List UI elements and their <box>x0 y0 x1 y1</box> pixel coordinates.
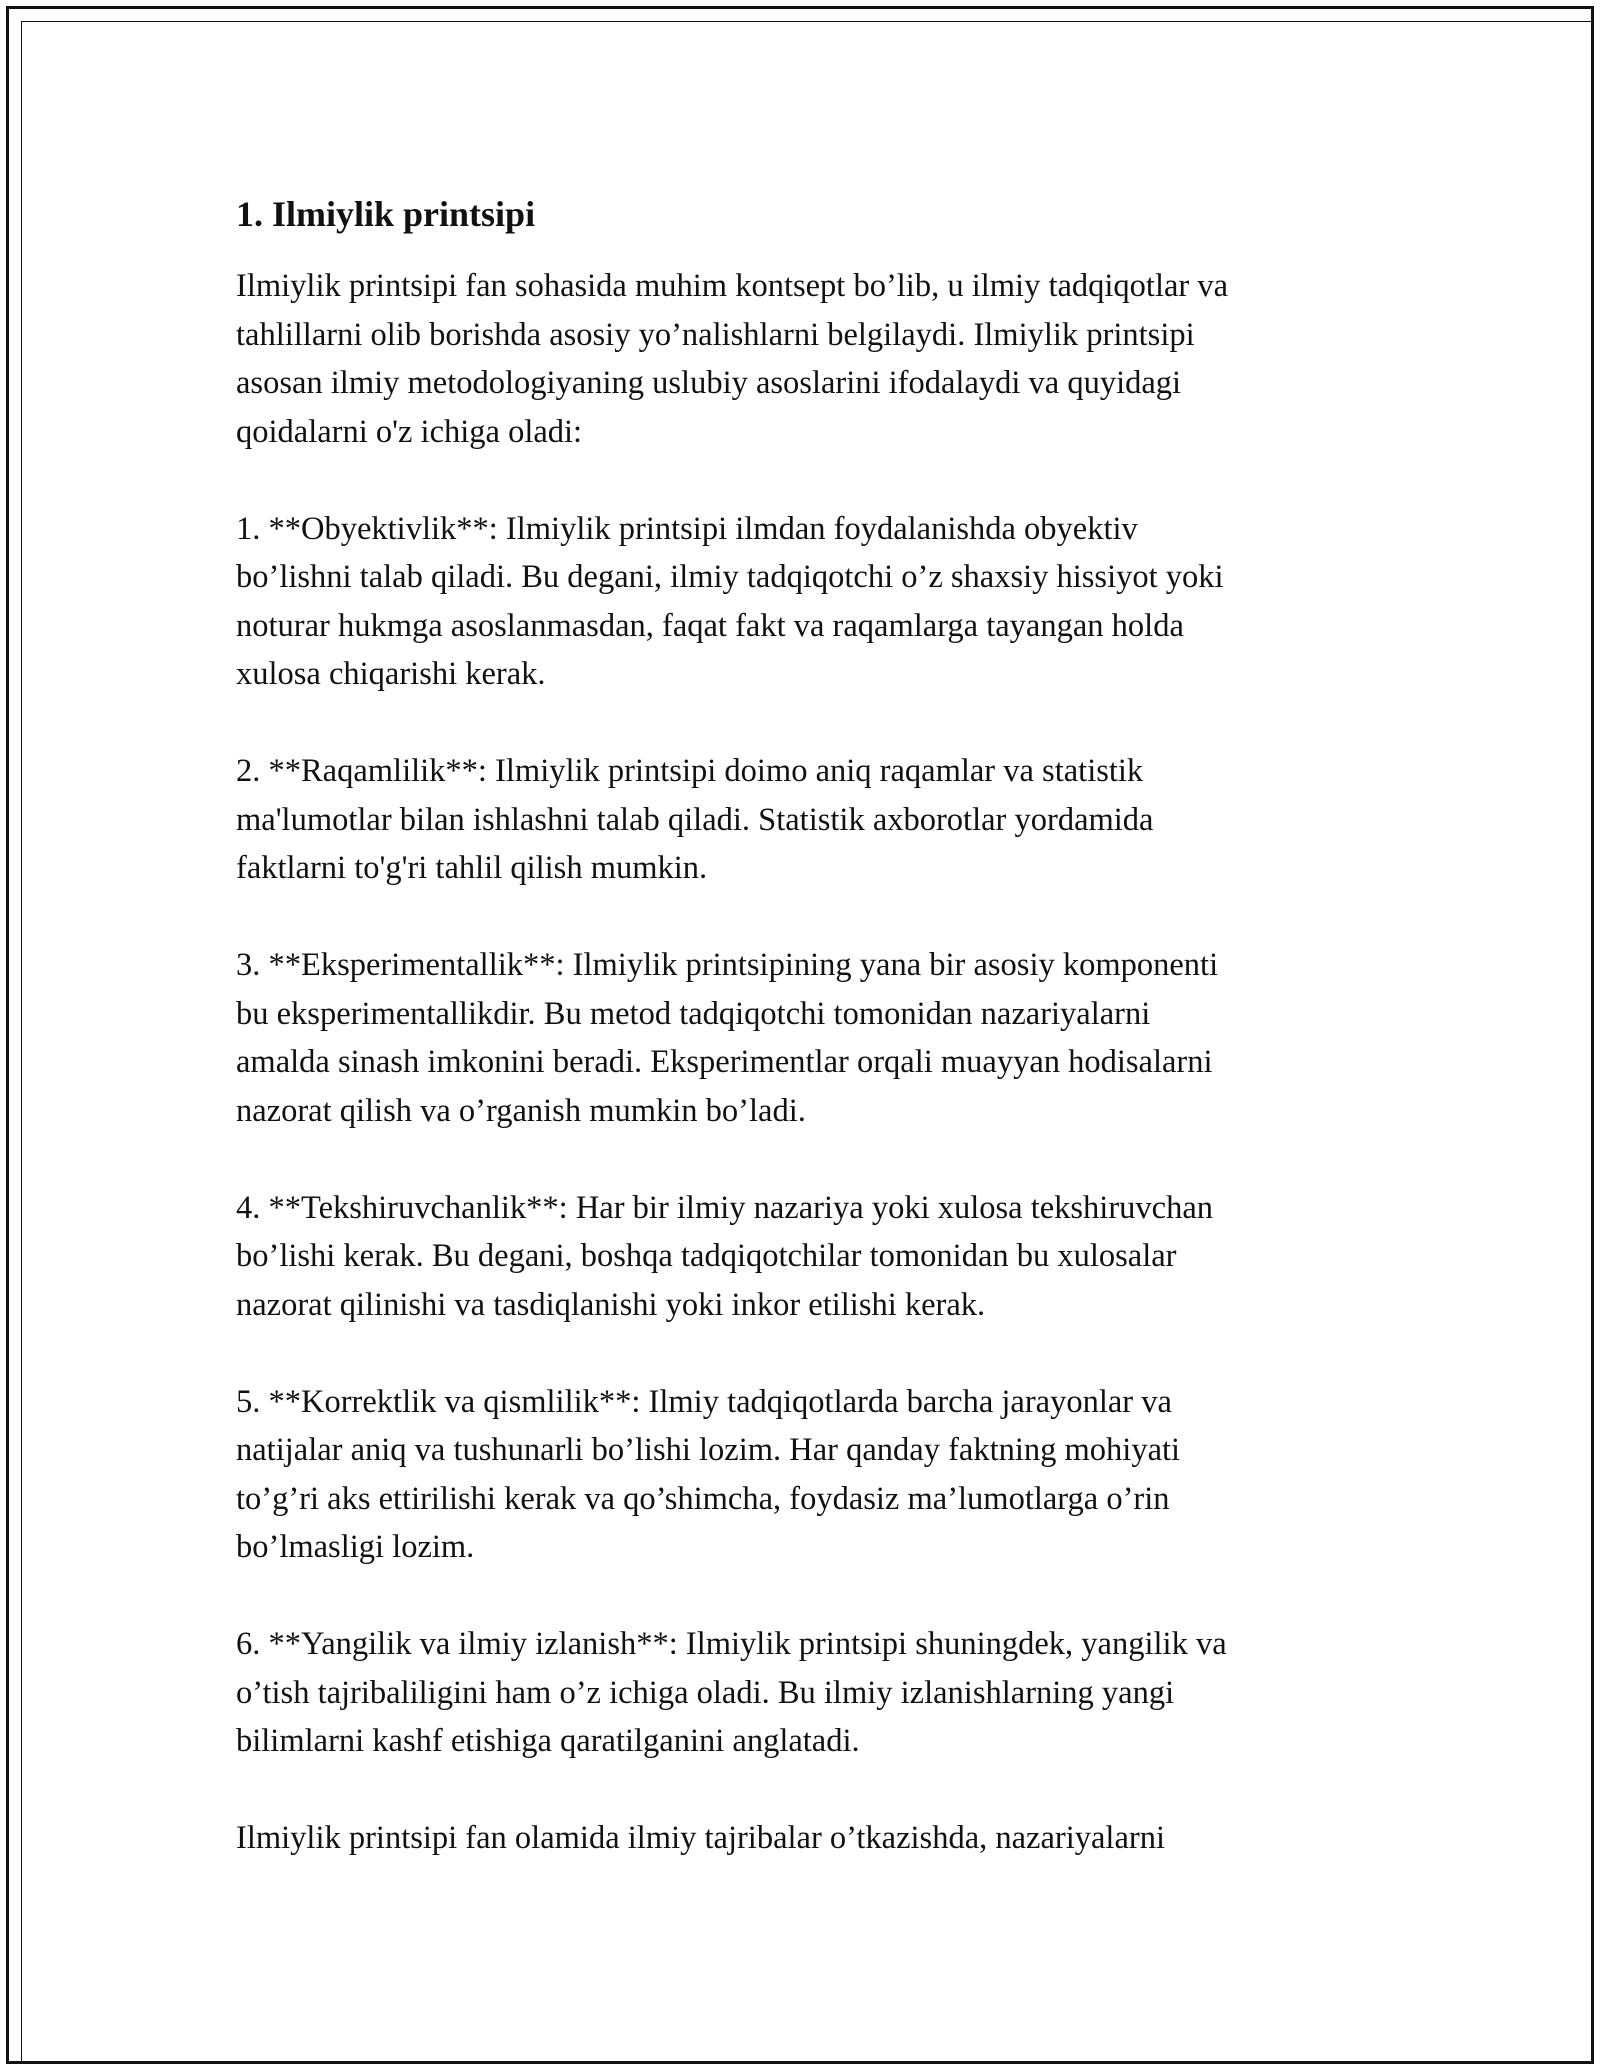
list-item-obyektivlik: 1. **Obyektivlik**: Ilmiylik printsipi ilmdan foydalanishda obyektiv bo’lishni talab qiladi. Bu degani, ilmiy tadqiqotchi o’z shaxsiy hissiyot yoki noturar hukmga asoslanmasdan, faqat fakt va raqamlarga tayangan holda xulosa chiqarishi kerak. <box>236 510 1224 692</box>
list-item-yangilik: 6. **Yangilik va ilmiy izlanish**: Ilmiylik printsipi shuningdek, yangilik va o’tish tajribaliligini ham o’z ichiga oladi. Bu ilmiy izlanishlarning yangi bilimlarni kashf etishiga qaratilganini anglatadi. <box>236 1626 1227 1759</box>
intro-paragraph: Ilmiylik printsipi fan sohasida muhim kontsept bo’lib, u ilmiy tadqiqotlar va tahlillarni olib borishda asosiy yo’nalishlarni belgilaydi. Ilmiylik printsipi asosan ilmiy metodologiyaning uslubiy asoslarini ifodalaydi va quyidagi qoidalarni o'z ichiga oladi: <box>236 268 1229 450</box>
section-heading: 1. Ilmiylik printsipi <box>236 194 536 234</box>
list-item-eksperimentallik: 3. **Eksperimentallik**: Ilmiylik printsipining yana bir asosiy komponenti bu eksperimentallikdir. Bu metod tadqiqotchi tomonidan nazariyalarni amalda sinash imkonini beradi. Eksperimentlar orqali muayyan hodisalarni nazorat qilish va o’rganish mumkin bo’ladi. <box>236 947 1219 1129</box>
closing-paragraph: Ilmiylik printsipi fan olamida ilmiy tajribalar o’tkazishda, nazariyalarni <box>236 1820 1165 1856</box>
list-item-tekshiruvchanlik: 4. **Tekshiruvchanlik**: Har bir ilmiy nazariya yoki xulosa tekshiruvchan bo’lishi kerak. Bu degani, boshqa tadqiqotchilar tomonidan bu xulosalar nazorat qilinishi va tasdiqlanishi yoki inkor etilishi kerak. <box>236 1189 1213 1323</box>
document-body <box>236 190 1386 1911</box>
list-item-korrektlik: 5. **Korrektlik va qismlilik**: Ilmiy tadqiqotlarda barcha jarayonlar va natijalar aniq va tushunarli bo’lishi lozim. Har qanday faktning mohiyati to’g’ri aks ettirilishi kerak va qo’shimcha, foydasiz ma’lumotlarga o’rin bo’lmasligi lozim. <box>236 1383 1181 1565</box>
list-item-raqamlilik: 2. **Raqamlilik**: Ilmiylik printsipi doimo aniq raqamlar va statistik ma'lumotlar bilan ishlashni talab qiladi. Statistik axborotlar yordamida faktlarni to'g'ri tahlil qilish mumkin. <box>236 753 1154 886</box>
